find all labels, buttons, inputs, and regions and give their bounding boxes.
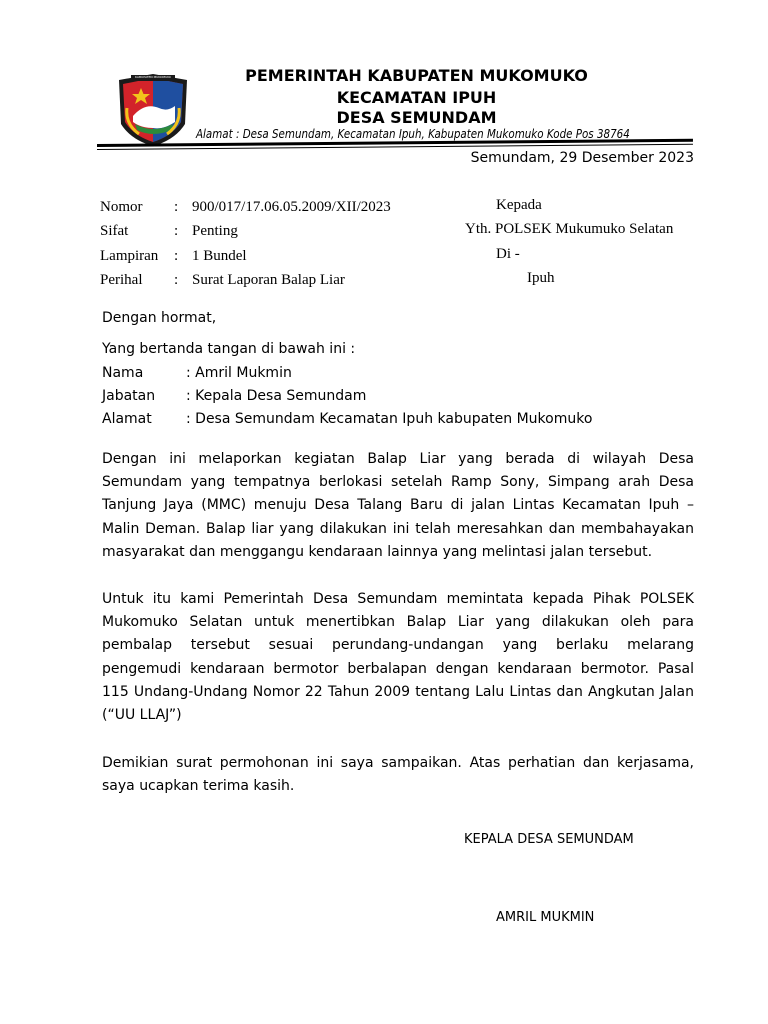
identity-label-alamat: Alamat — [102, 411, 152, 427]
identity-label-jabatan: Jabatan — [102, 388, 156, 404]
meta-label: Nomor — [100, 199, 143, 215]
identity-value-nama: : Amril Mukmin — [186, 365, 292, 381]
meta-value: 1 Bundel — [192, 248, 247, 264]
paragraph-line: (“UU LLAJ”) — [102, 706, 182, 723]
paragraph-line: saya ucapkan terima kasih. — [102, 778, 295, 795]
letterhead-line-village: DESA SEMUNDAM — [336, 108, 497, 127]
letterhead-line-district: KECAMATAN IPUH — [336, 88, 497, 107]
paragraph-line: Tanjung Jaya (MMC) menuju Desa Talang Baru di jalan Lintas Kecamatan Ipuh – — [102, 497, 694, 514]
meta-value: Penting — [192, 223, 238, 239]
paragraph-line: pengemudi kendaraan bermotor berbalapan dengan kendaraan bermotor. Pasal — [102, 660, 694, 677]
paragraph-line: 115 Undang-Undang Nomor 22 Tahun 2009 tentang Lalu Lintas dan Angkutan Jalan — [102, 683, 694, 700]
paragraph-line: pembalap tersebut sesuai perundang-undangan yang berlaku melarang — [102, 637, 694, 654]
meta-colon: : — [174, 248, 179, 264]
greeting: Dengan hormat, — [102, 310, 217, 326]
paragraph-line: Demikian surat permohonan ini saya sampaikan. Atas perhatian dan kerjasama, — [102, 755, 694, 771]
identity-label-nama: Nama — [102, 365, 144, 381]
signature-name: AMRIL MUKMIN — [496, 910, 595, 925]
paragraph-line: Semundam yang tempatnya berlokasi setelah Ramp Sony, Simpang arah Desa — [102, 474, 694, 491]
identity-value-alamat: : Desa Semundam Kecamatan Ipuh kabupaten Mukomuko — [186, 411, 593, 427]
recipient-yth: Yth. POLSEK Mukumuko Selatan — [465, 221, 674, 237]
meta-value: Surat Laporan Balap Liar — [192, 272, 345, 288]
identity-value-jabatan: : Kepala Desa Semundam — [186, 388, 367, 404]
meta-colon: : — [174, 272, 179, 288]
recipient-di: Di - — [496, 246, 520, 262]
paragraph-report — [102, 448, 694, 564]
meta-label: Sifat — [100, 223, 129, 239]
logo-banner-text: KABUPATEN MUKOMUKO — [135, 75, 171, 79]
paragraph-line: Mukomuko Selatan untuk menertibkan Balap Liar yang dilakukan oleh para — [102, 614, 694, 631]
recipient-kepada: Kepada — [496, 197, 542, 213]
letterhead-address: Alamat : Desa Semundam, Kecamatan Ipuh, Kabupaten Mukomuko Kode Pos 38764 — [196, 127, 630, 141]
paragraph-line: Dengan ini melaporkan kegiatan Balap Liar yang berada di wilayah Desa — [102, 451, 694, 467]
paragraph-line: masyarakat dan menggangu kendaraan lainnya yang melintasi jalan tersebut. — [102, 543, 653, 560]
paragraph-line: Malin Deman. Balap liar yang dilakukan ini telah meresahkan dan membahayakan — [102, 520, 694, 537]
paragraph-line: Untuk itu kami Pemerintah Desa Semundam memintata kepada Pihak POLSEK — [102, 591, 694, 607]
meta-label: Lampiran — [100, 248, 159, 264]
meta-value: 900/017/17.06.05.2009/XII/2023 — [192, 199, 391, 215]
meta-colon: : — [174, 223, 179, 239]
recipient-place: Ipuh — [527, 270, 555, 286]
meta-colon: : — [174, 199, 179, 215]
signature-title: KEPALA DESA SEMUNDAM — [464, 832, 634, 847]
meta-label: Perihal — [100, 272, 143, 288]
intro-line: Yang bertanda tangan di bawah ini : — [102, 341, 356, 357]
regency-logo — [115, 72, 191, 148]
letterhead-line-regency: PEMERINTAH KABUPATEN MUKOMUKO — [245, 66, 588, 85]
letter-date: Semundam, 29 Desember 2023 — [470, 150, 694, 166]
paragraph-request — [102, 588, 694, 727]
paragraph-closing — [102, 752, 694, 798]
